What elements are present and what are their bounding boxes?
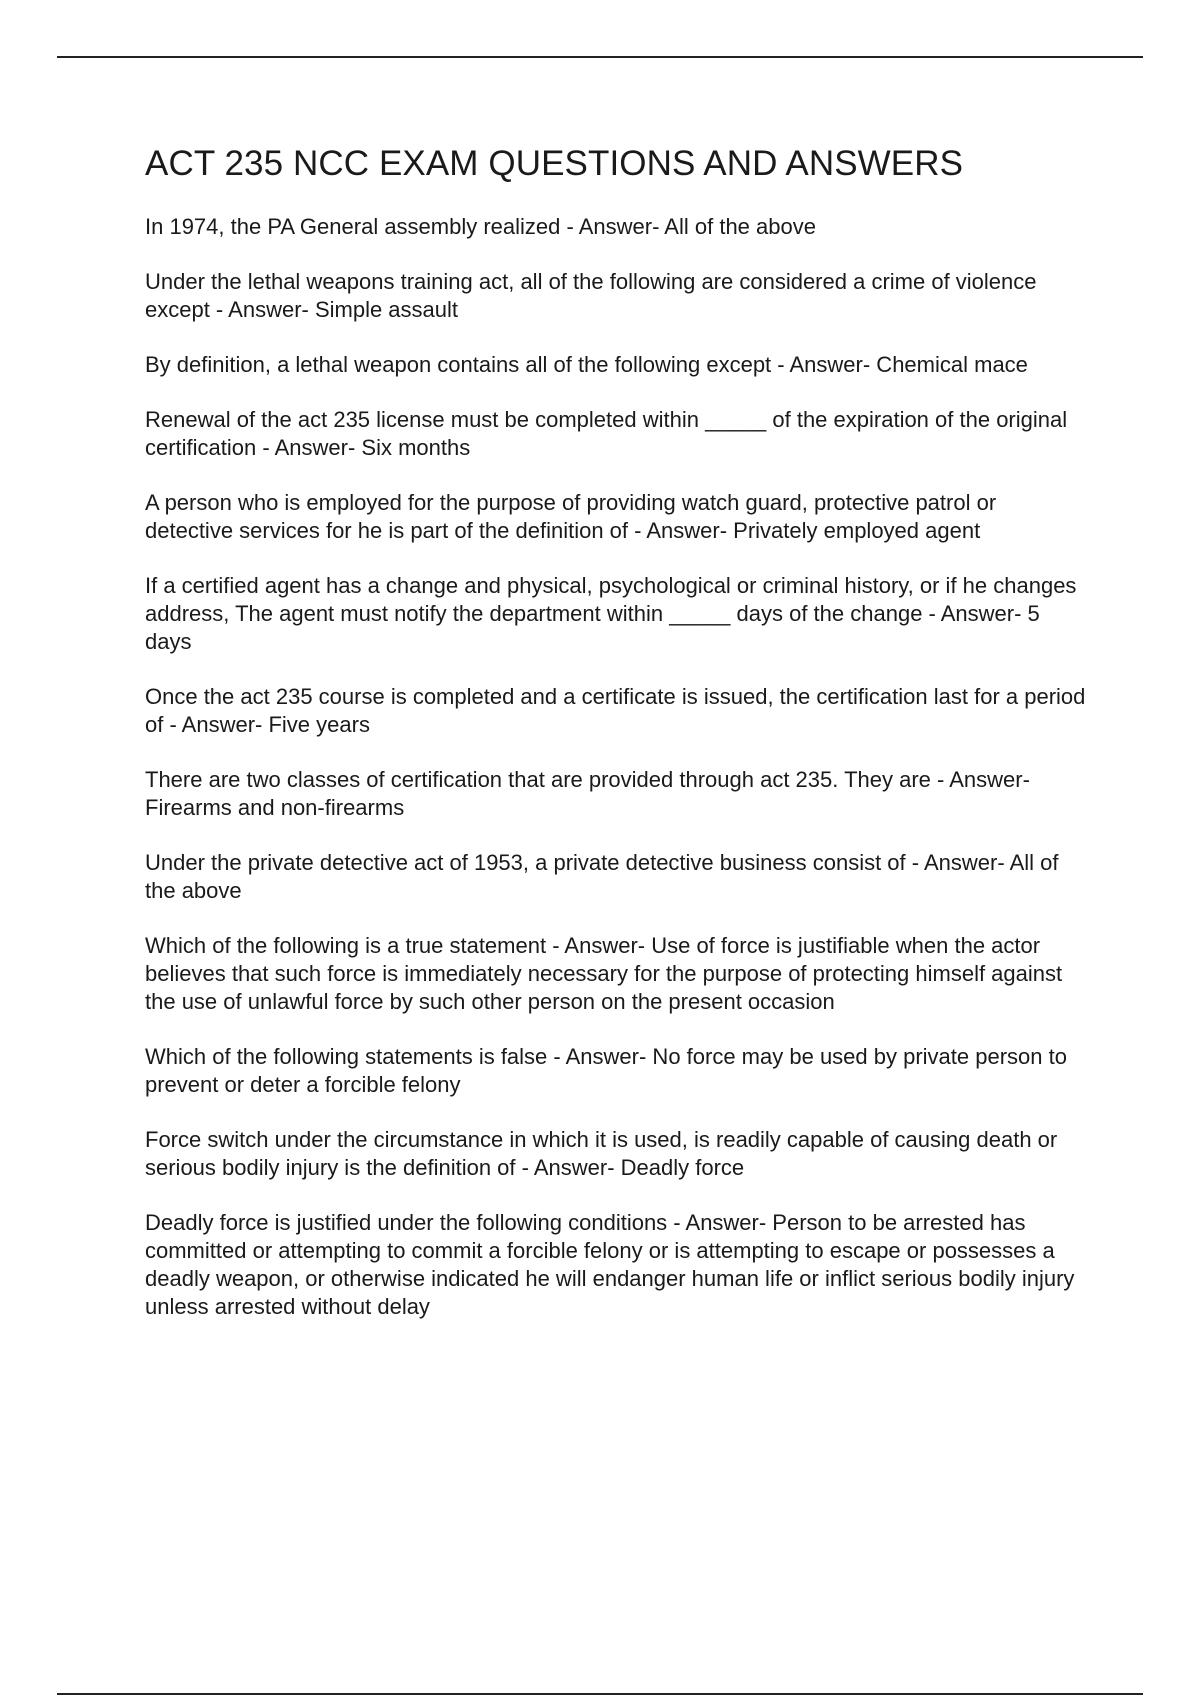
qa-item: If a certified agent has a change and physical, psychological or criminal history, or if he changes address, The agent must notify the department within _____ days of the change - Answer- 5 days [145, 573, 1077, 654]
bottom-rule [57, 1693, 1143, 1695]
qa-item: Which of the following is a true statement - Answer- Use of force is justifiable when the actor believes that such force is immediately necessary for the purpose of protecting himself against the use of unlawful force by such other person on the present occasion [145, 933, 1063, 1014]
page-title: ACT 235 NCC EXAM QUESTIONS AND ANSWERS [145, 144, 964, 183]
qa-item: Force switch under the circumstance in which it is used, is readily capable of causing death or serious bodily injury is the definition of - Answer- Deadly force [145, 1127, 1058, 1180]
qa-item: In 1974, the PA General assembly realized - Answer- All of the above [145, 214, 816, 239]
qa-item: There are two classes of certification that are provided through act 235. They are - Answer- Firearms and non-firearms [145, 767, 1030, 820]
top-rule [57, 56, 1143, 58]
qa-item: Under the lethal weapons training act, all of the following are considered a crime of violence except - Answer- Simple assault [145, 269, 1037, 322]
qa-item: By definition, a lethal weapon contains all of the following except - Answer- Chemical mace [145, 352, 1028, 377]
qa-item: Under the private detective act of 1953, a private detective business consist of - Answer- All of the above [145, 850, 1059, 903]
qa-item: A person who is employed for the purpose of providing watch guard, protective patrol or detective services for he is part of the definition of - Answer- Privately employed agent [145, 490, 997, 543]
qa-item: Renewal of the act 235 license must be completed within _____ of the expiration of the original certification - Answer- Six months [145, 407, 1068, 460]
qa-item: Which of the following statements is false - Answer- No force may be used by private person to prevent or deter a forcible felony [145, 1044, 1067, 1097]
document-body [145, 140, 1090, 1348]
qa-item: Deadly force is justified under the following conditions - Answer- Person to be arrested has committed or attempting to commit a forcible felony or is attempting to escape or possesses a deadly weapon, or otherwise indicated he will endanger human life or inflict serious bodily injury unless arrested without delay [145, 1210, 1075, 1319]
qa-item: Once the act 235 course is completed and a certificate is issued, the certification last for a period of - Answer- Five years [145, 684, 1086, 737]
